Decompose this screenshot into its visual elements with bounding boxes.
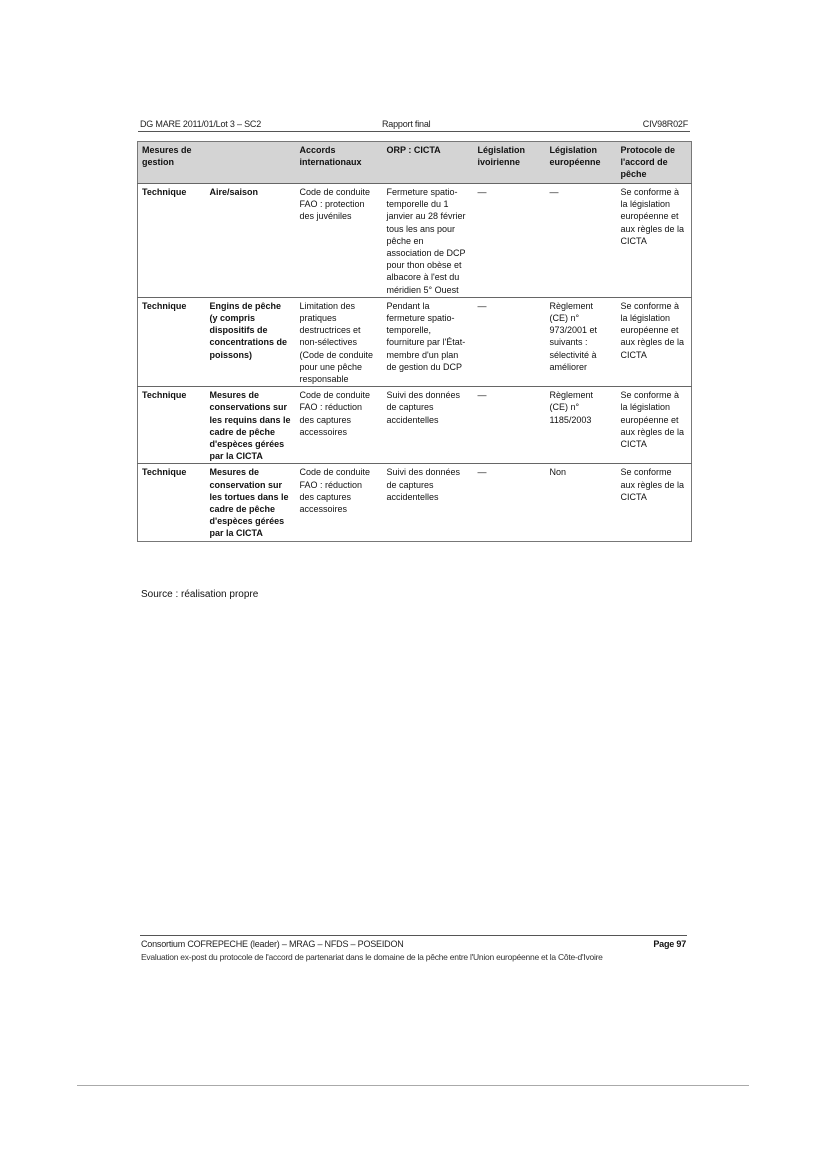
column-header: Protocole de l'accord de pêche: [617, 142, 692, 184]
protocol-cell: Se conforme à la législation européenne et aux règles de la CICTA: [617, 387, 692, 464]
international-agreements-cell: Code de conduite FAO : réduction des captures accessoires: [296, 387, 383, 464]
header-reference: DG MARE 2011/01/Lot 3 – SC2: [140, 119, 261, 129]
measure-name: Aire/saison: [206, 184, 296, 298]
european-legislation-cell: Règlement (CE) n° 1185/2003: [546, 387, 617, 464]
footer-consortium: [141, 939, 686, 949]
column-header: Législation ivoirienne: [474, 142, 546, 184]
header-rule: [138, 131, 690, 132]
protocol-cell: Se conforme aux règles de la CICTA: [617, 464, 692, 541]
page-bottom-rule: [77, 1085, 749, 1086]
footer-consortium-text: Consortium COFREPECHE (leader) – MRAG – NFDS – POSEIDON: [141, 939, 404, 949]
column-header: Mesures de gestion: [138, 142, 206, 184]
measure-type: Technique: [138, 184, 206, 298]
table-header-row: [138, 142, 692, 184]
column-header: [206, 142, 296, 184]
measure-type: Technique: [138, 297, 206, 386]
orp-cicta-cell: Suivi des données de captures accidentelles: [383, 387, 474, 464]
orp-cicta-cell: Pendant la fermeture spatio-temporelle, fourniture par l'État-membre d'un plan de gestion du DCP: [383, 297, 474, 386]
international-agreements-cell: Code de conduite FAO : protection des juvéniles: [296, 184, 383, 298]
table-row: [138, 297, 692, 386]
ivorian-legislation-cell: —: [474, 387, 546, 464]
measure-name: Mesures de conservations sur les requins dans le cadre de pêche d'espèces gérées par la CICTA: [206, 387, 296, 464]
ivorian-legislation-cell: —: [474, 464, 546, 541]
orp-cicta-cell: Suivi des données de captures accidentelles: [383, 464, 474, 541]
management-measures-table: [137, 141, 692, 542]
footer-document-title: Evaluation ex-post du protocole de l'accord de partenariat dans le domaine de la pêche entre l'Union européenne et la Côte-d'Ivoire: [141, 952, 603, 962]
table-source-note: Source : réalisation propre: [141, 589, 259, 600]
european-legislation-cell: Non: [546, 464, 617, 541]
orp-cicta-cell: Fermeture spatio-temporelle du 1 janvier au 28 février tous les ans pour pêche en association de DCP pour thon obèse et albacore à l'est du méridien 5° Ouest: [383, 184, 474, 298]
international-agreements-cell: Code de conduite FAO : réduction des captures accessoires: [296, 464, 383, 541]
protocol-cell: Se conforme à la législation européenne et aux règles de la CICTA: [617, 184, 692, 298]
header-title: Rapport final: [382, 119, 431, 129]
measure-name: Engins de pêche (y compris dispositifs de concentrations de poissons): [206, 297, 296, 386]
ivorian-legislation-cell: —: [474, 297, 546, 386]
footer-rule: [140, 935, 687, 936]
measure-type: Technique: [138, 464, 206, 541]
ivorian-legislation-cell: —: [474, 184, 546, 298]
european-legislation-cell: —: [546, 184, 617, 298]
international-agreements-cell: Limitation des pratiques destructrices et non-sélectives (Code de conduite pour une pêche responsable: [296, 297, 383, 386]
table-row: [138, 184, 692, 298]
european-legislation-cell: Règlement (CE) n° 973/2001 et suivants : sélectivité à améliorer: [546, 297, 617, 386]
measure-name: Mesures de conservation sur les tortues dans le cadre de pêche d'espèces gérées par la CICTA: [206, 464, 296, 541]
table-row: [138, 387, 692, 464]
protocol-cell: Se conforme à la législation européenne et aux règles de la CICTA: [617, 297, 692, 386]
column-header: ORP : CICTA: [383, 142, 474, 184]
header-code: CIV98R02F: [642, 119, 688, 129]
column-header: Accords internationaux: [296, 142, 383, 184]
page-number: Page 97: [653, 939, 686, 949]
measure-type: Technique: [138, 387, 206, 464]
column-header: Législation européenne: [546, 142, 617, 184]
table-row: [138, 464, 692, 541]
